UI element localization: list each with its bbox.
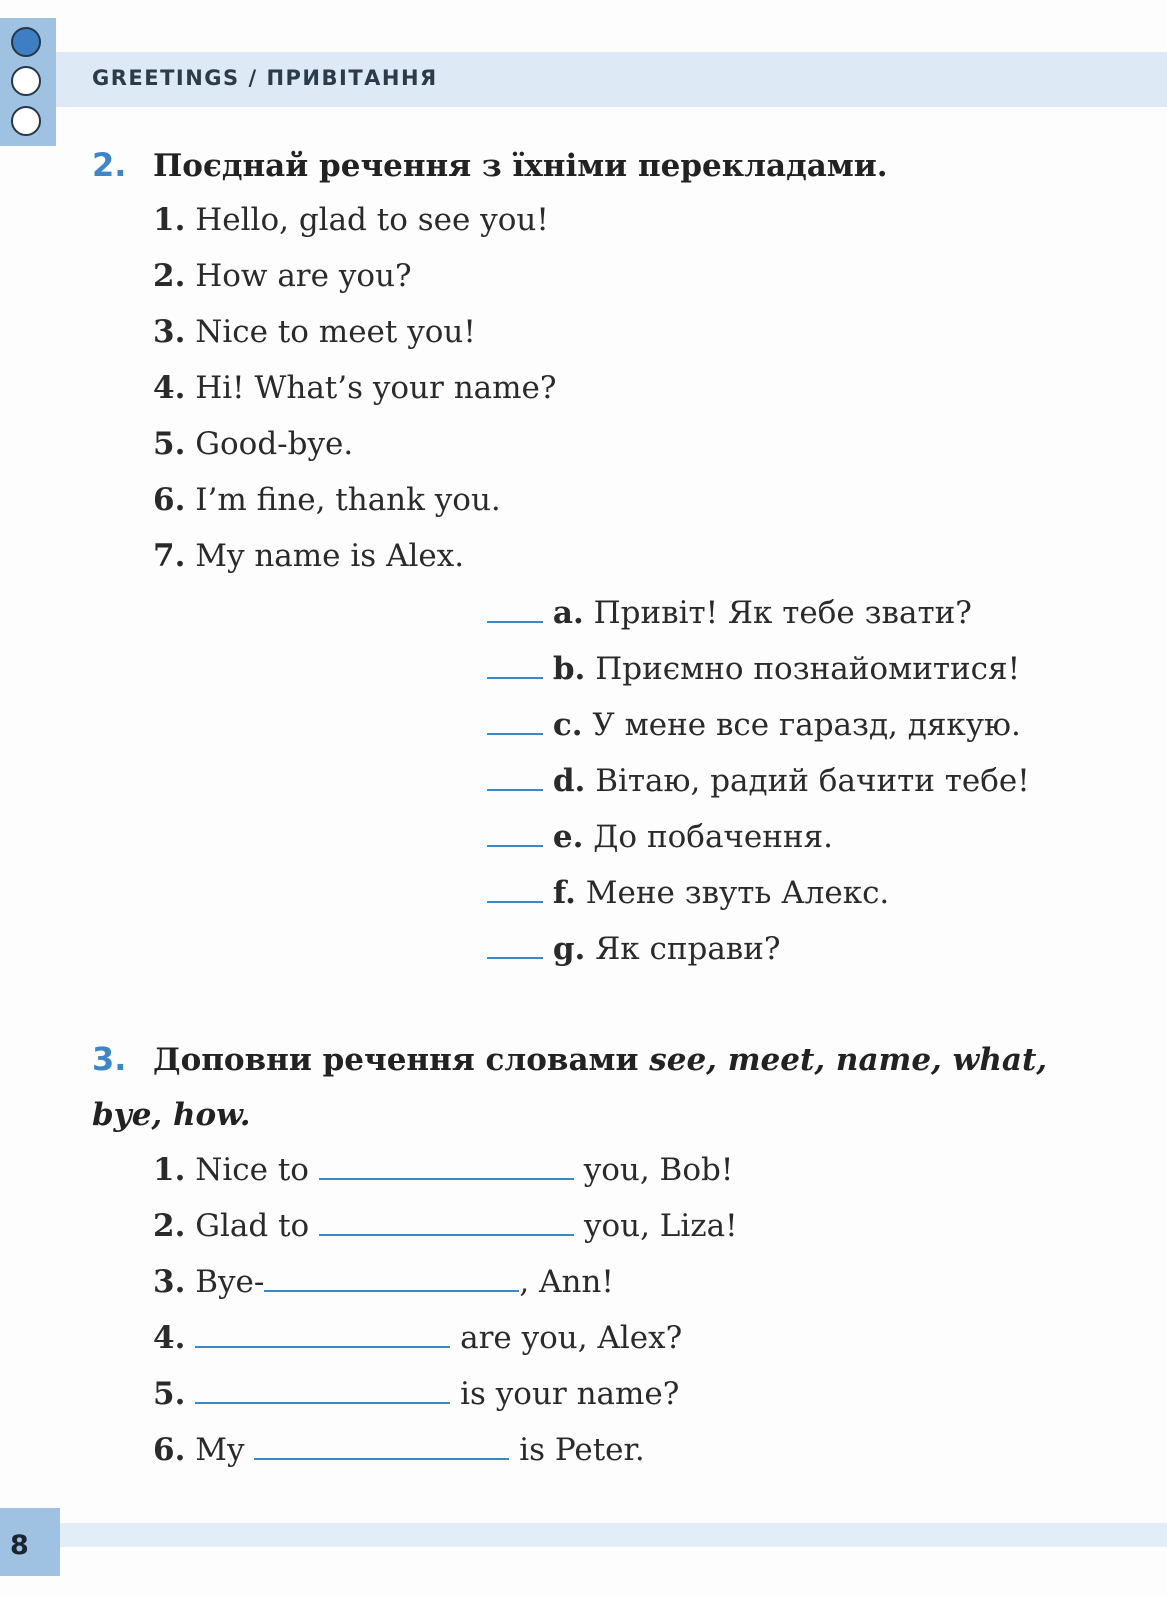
fill-in-sentence: 5. is your name? <box>153 1376 680 1412</box>
exercise-3-instruction-cont: bye, how. <box>92 1097 251 1133</box>
english-sentence: 3. Nice to meet you! <box>153 314 476 350</box>
fill-in-sentence: 3. Bye- , Ann! <box>153 1264 614 1300</box>
progress-dot-filled-icon <box>11 27 41 57</box>
section-tab <box>0 18 56 146</box>
ukrainian-translation: b. Приємно познайомитися! <box>487 651 1020 687</box>
fill-blank[interactable] <box>264 1289 519 1292</box>
answer-blank[interactable] <box>487 956 543 959</box>
fill-in-sentence: 2. Glad to you, Liza! <box>153 1208 738 1244</box>
progress-dot-empty-icon <box>11 106 41 136</box>
fill-blank[interactable] <box>319 1177 574 1180</box>
fill-blank[interactable] <box>195 1345 450 1348</box>
section-title: GREETINGS / ПРИВІТАННЯ <box>92 66 438 90</box>
english-sentence: 1. Hello, glad to see you! <box>153 202 549 238</box>
english-sentence: 2. How are you? <box>153 258 412 294</box>
ukrainian-translation: d. Вітаю, радий бачити тебе! <box>487 763 1030 799</box>
exercise-2-instruction: Поєднай речення з їхніми перекладами. <box>153 148 888 184</box>
fill-in-sentence: 6. My is Peter. <box>153 1432 645 1468</box>
fill-blank[interactable] <box>195 1401 450 1404</box>
answer-blank[interactable] <box>487 620 543 623</box>
page-number-tab <box>0 1508 60 1576</box>
page-number: 8 <box>10 1530 29 1561</box>
answer-blank[interactable] <box>487 788 543 791</box>
answer-blank[interactable] <box>487 676 543 679</box>
fill-blank[interactable] <box>319 1233 574 1236</box>
fill-blank[interactable] <box>254 1457 509 1460</box>
english-sentence: 4. Hi! What’s your name? <box>153 370 557 406</box>
english-sentence: 5. Good-bye. <box>153 426 354 462</box>
english-sentence: 6. I’m fine, thank you. <box>153 482 501 518</box>
exercise-3-number: 3. <box>92 1040 127 1078</box>
ukrainian-translation: a. Привіт! Як тебе звати? <box>487 595 972 631</box>
answer-blank[interactable] <box>487 900 543 903</box>
fill-in-sentence: 1. Nice to you, Bob! <box>153 1152 734 1188</box>
ukrainian-translation: c. У мене все гаразд, дякую. <box>487 707 1021 743</box>
progress-dot-empty-icon <box>11 66 41 96</box>
english-sentence: 7. My name is Alex. <box>153 538 465 574</box>
answer-blank[interactable] <box>487 844 543 847</box>
footer-band <box>0 1523 1167 1547</box>
ukrainian-translation: g. Як справи? <box>487 931 781 967</box>
fill-in-sentence: 4. are you, Alex? <box>153 1320 683 1356</box>
ukrainian-translation: f. Мене звуть Алекс. <box>487 875 889 911</box>
answer-blank[interactable] <box>487 732 543 735</box>
exercise-3-instruction: Доповни речення словами see, meet, name, what, <box>153 1042 1048 1078</box>
exercise-2-number: 2. <box>92 146 127 184</box>
ukrainian-translation: e. До побачення. <box>487 819 833 855</box>
